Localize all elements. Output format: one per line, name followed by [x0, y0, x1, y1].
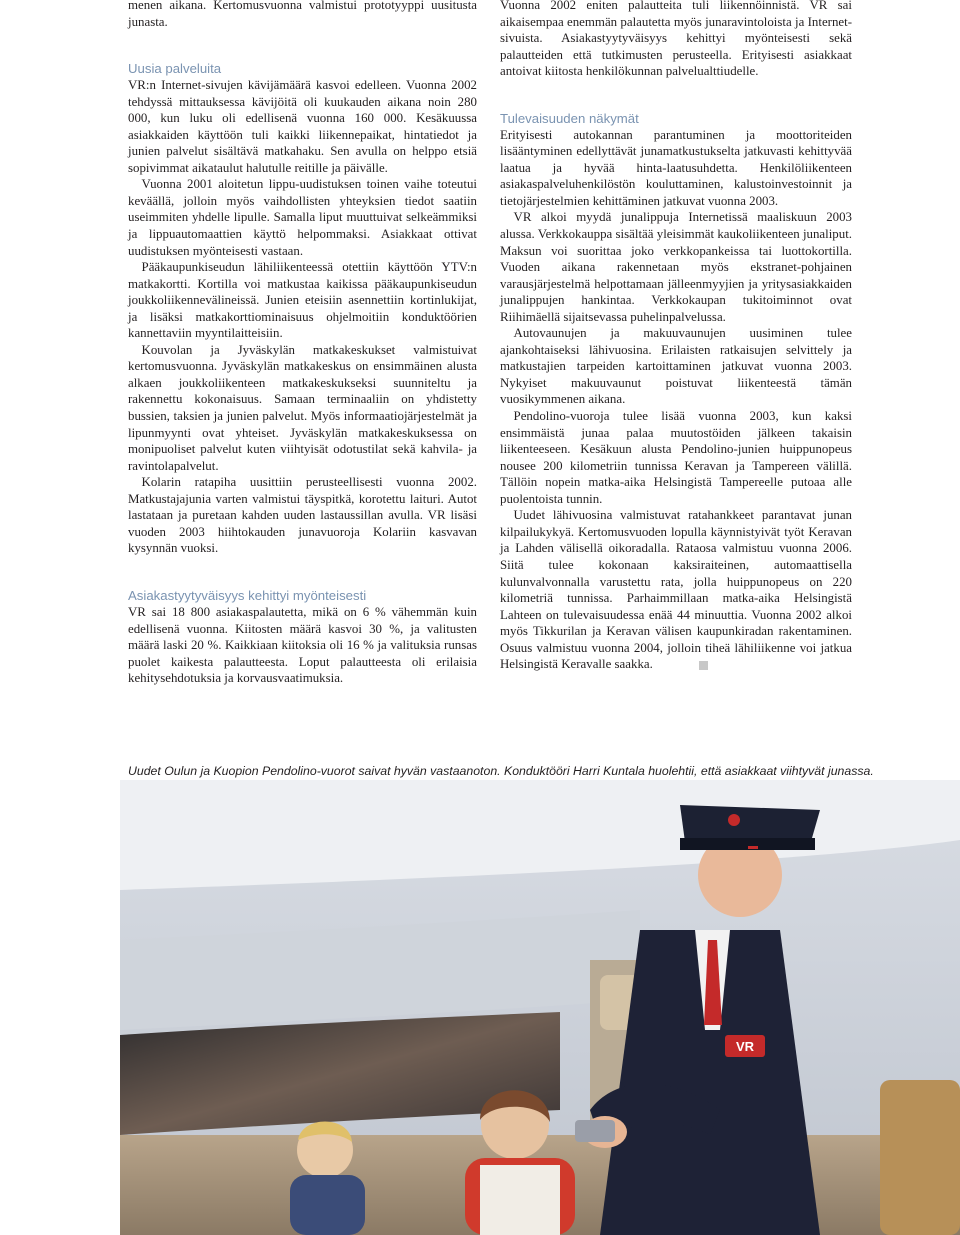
last-paragraph-text: Uudet lähivuosina valmistuvat ratahankkeet parantavat junan kilpailukykyä. Kertomusvuoden lopulla käynnistyivät työt Keravan ja Lahden välisellä oikoradalla. Rataosa valmistuu vuonna 2006. Siitä tulee kokonaan kaksiraiteinen, automaattisella kulunvalvonnalla varustettu rata, jolla huippunopeus on 220 kilometriä tunnissa. Parhaimmillaan matka-aika Helsingistä Lahteen on tulevaisuudessa enää 44 minuuttia. Vuonna 2002 alkoi myös Tikkurilan ja Keravan välisen kaupunkiradan rakentaminen. Osuus valmistuu vuonna 2004, jolloin tiheä lähiliikenne voi jatkua Helsingistä Keravalle saakka. — [500, 508, 852, 672]
paragraph: Kouvolan ja Jyväskylän matkakeskukset valmistuivat kertomusvuonna. Jyväskylän matkakeskus on ensimmäinen alusta alkaen joukkoliikenteen matkakeskukseksi suunniteltu ja rakennettu kokonaisuus. Samaan terminaaliin on yhdistetty bussien, taksien ja junien palvelut. Myös informaatiojärjestelmät ja lipunmyynti ovat yhteiset. Jyväskylän matkakeskuksessa on monipuoliset palvelut kuten viihtyisät odotustilat sekä kahvila- ja ravintolapalvelut. — [128, 342, 477, 473]
paragraph: Autovaunujen ja makuuvaunujen uusiminen tulee ajankohtaiseksi lähivuosina. Erilaisten ratkaisujen selvittely ja matkustajien tarpeiden kartoittaminen jatkuvat vuonna 2003. Nykyiset makuuvaunut poistuvat liikenteestä tämän vuosikymmenen aikana. — [500, 326, 852, 407]
paragraph: Pendolino-vuoroja tulee lisää vuonna 2003, kun kaksi ensimmäistä junaa palaa muutostöiden jälkeen takaisin liikenteeseen. Kesäkuun alusta Pendolino-junien huippunopeus nousee 200 kilometriin tunnissa Keravan ja Tampereen välillä. Tällöin nopein matka-aika Helsingistä Tampereelle putoaa alle puolentoista tunnin. — [500, 409, 852, 506]
right-column — [500, 0, 852, 673]
section-heading-future-outlook: Tulevaisuuden näkymät — [500, 110, 639, 126]
section-heading-customer-satisfaction: Asiakastyytyväisyys kehittyi myönteisesti — [128, 587, 367, 603]
train-interior-photo — [120, 780, 960, 1235]
end-of-article-icon — [699, 661, 708, 670]
left-column — [128, 0, 477, 687]
paragraph: Erityisesti autokannan parantuminen ja moottoriteiden lisääntyminen edellyttävät junamatkustukselta jatkuvasti kehittyvää laatua ja hyvää hinta-laatusuhdetta. Henkilöliikenteen asiakaspalveluhenkilöstön kouluttaminen, kalustoinvestoinnit ja tietojärjestelmien kehittäminen jatkuvat vuonna 2003. — [500, 127, 852, 208]
intro-fragment: menen aikana. Kertomusvuonna valmistui prototyyppi uusitusta junasta. — [128, 0, 477, 29]
paragraph: VR:n Internet-sivujen kävijämäärä kasvoi edelleen. Vuonna 2002 tehdyssä mittauksessa kävijöitä oli kuukauden aikana noin 280 000, kun luku oli edellisenä vuonna 160 000. Kesäkuussa asiakkaiden käyttöön tuli kaikki liikennepaikat, hintatiedot ja junien palvelut sisältävä matkahaku. Sen avulla on helppo etsiä sopivimmat aikataulut halutulle reitille ja päivälle. — [128, 78, 477, 175]
paragraph: VR sai 18 800 asiakaspalautetta, mikä on 6 % vähemmän kuin edellisenä vuonna. Kiitosten määrä kasvoi 30 %, ja valitusten määrä laski 20 %. Kaikkiaan kiitoksia oli 16 % ja valituksia runsas puolet kaikesta palautteesta. Loput palautteesta oli erilaisia kehitysehdotuksia ja korvausvaatimuksia. — [128, 604, 477, 686]
paragraph: VR alkoi myydä junalippuja Internetissä maaliskuun 2003 alussa. Verkkokauppa sisältää yleisimmät kaukoliikenteen junaliput. Maksun voi suorittaa joko verkkopankeissa tai luottokortilla. Vuoden aikana rakennetaan myös ekstranet-pohjainen varausjärjestelmä helpottamaan jälleenmyyjien ja yritysasiakkaiden junalippujen hankintaa. Verkkokaupan tukitoiminnot ovat Riihimäellä sijaitsevassa puhelinpalvelussa. — [500, 210, 852, 324]
vr-badge-text: VR — [735, 1039, 755, 1054]
intro-paragraph: Vuonna 2002 eniten palautteita tuli liikennöinnistä. VR sai aikaisempaa enemmän palautetta myös junaravintoloista ja Internet-sivuista. Asiakastyytyväisyys kehittyi myönteisesti sekä palautteiden että tutkimusten perusteella. Erityisesti asiakkaat antoivat kiitosta henkilökunnan palvelualttiudelle. — [500, 0, 852, 79]
section-heading-new-services: Uusia palveluita — [128, 61, 222, 77]
photo-illustration — [120, 780, 960, 1235]
paragraph — [500, 507, 852, 672]
photo-caption: Uudet Oulun ja Kuopion Pendolino-vuorot saivat hyvän vastaanoton. Konduktööri Harri Kuntala huolehtii, että asiakkaat viihtyvät junassa. — [128, 764, 874, 778]
paragraph: Kolarin ratapiha uusittiin perusteellisesti vuonna 2002. Matkustajajunia varten valmistui täyspitkä, korotettu laituri. Autot lastataan ja puretaan kahden uuden lastaussillan avulla. VR lisäsi vuoden 2003 hiihtokauden junavuoroja Kolariin kasvavan kysynnän vuoksi. — [128, 475, 477, 556]
paragraph: Pääkaupunkiseudun lähiliikenteessä otettiin käyttöön YTV:n matkakortti. Kortilla voi matkustaa kaikissa pääkaupunkiseudun joukkoliikennevälineissä. Junien eteisiin asennettiin kortinlukijat, ja lisäksi matkakorttiominaisuus ohjelmoitiin konduktöörien kannettaviin myyntilaitteisiin. — [128, 260, 477, 341]
paragraph: Vuonna 2001 aloitetun lippu-uudistuksen toinen vaihe toteutui keväällä, jolloin myös vaihdollisten yhteyksien tiedot saatiin useimmiten yhdelle lipulle. Samalla liput muuttuivat selkeämmiksi ja lippuautomaattien käyttö helpommaksi. Asiakkaat ottivat uudistuksen myönteisesti vastaan. — [128, 177, 477, 258]
